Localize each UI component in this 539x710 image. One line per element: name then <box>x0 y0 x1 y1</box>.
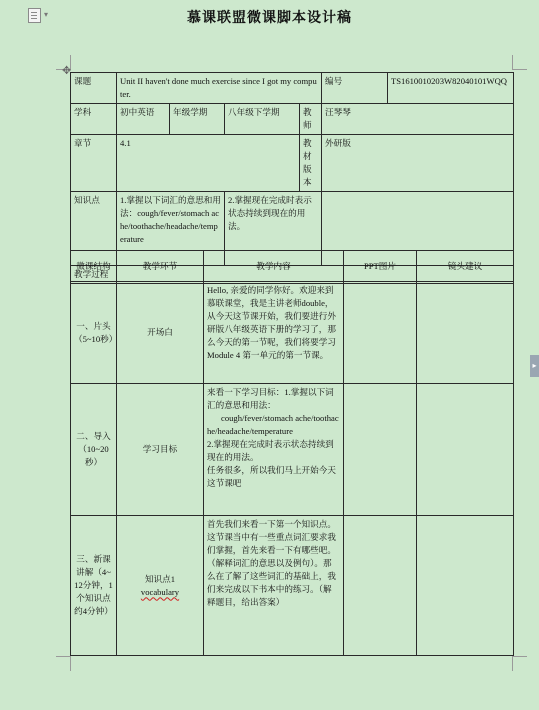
content-line: cough/fever/stomach ache/toothache/headache/temperature <box>207 413 339 436</box>
code-value[interactable]: TS1610010203W82040101WQQ <box>388 73 514 104</box>
content-line: 来看一下学习目标：1.掌握以下词汇的意思和用法： <box>207 387 334 410</box>
row-ppt[interactable] <box>344 384 417 516</box>
textbook-label: 教材版本 <box>300 135 322 192</box>
teacher-label: 教师 <box>300 104 322 135</box>
step-vocabulary: vocabulary <box>140 586 180 597</box>
grade-value[interactable]: 八年级下学期 <box>225 104 300 135</box>
table-row <box>71 282 514 384</box>
topic-label: 课题 <box>71 73 117 104</box>
row-structure[interactable]: 三、新课讲解（4~12分钟，1个知识点约4分钟） <box>71 516 117 656</box>
chapter-value[interactable]: 4.1 <box>117 135 300 192</box>
row-content[interactable]: Hello, 亲爱的同学你好。欢迎来到慕联课堂，我是主讲老师double，从今天这节课开始，我们要进行外研版八年级英语下册的学习了，那么今天的第一节呢，我们将要学习Module 4 第一单元的第一节课。 <box>204 282 344 384</box>
row-ppt[interactable] <box>344 516 417 656</box>
row-ppt[interactable] <box>344 282 417 384</box>
knowledge-point-2[interactable]: 2.掌握现在完成时表示状态持续到现在的用法。 <box>225 192 322 266</box>
chevron-down-icon[interactable]: ▾ <box>44 10 49 19</box>
table-row <box>71 516 514 656</box>
grade-label: 年级学期 <box>170 104 225 135</box>
row-structure[interactable]: 二、导入（10~20秒） <box>71 384 117 516</box>
knowledge-label: 知识点 <box>71 192 117 266</box>
knowledge-point-1[interactable]: 1.掌握以下词汇的意思和用法：cough/fever/stomach ache/toothache/headache/temperature <box>117 192 225 266</box>
teacher-value[interactable]: 汪琴琴 <box>322 104 514 135</box>
header-camera: 镜头建议 <box>417 251 514 282</box>
textbook-value[interactable]: 外研版 <box>322 135 514 192</box>
row-structure[interactable]: 一、片头（5~10秒） <box>71 282 117 384</box>
header-step: 教学环节 <box>117 251 204 282</box>
crop-mark-top-right <box>512 55 527 70</box>
chapter-label: 章节 <box>71 135 117 192</box>
content-line: 任务很多，所以我们马上开始今天这节课吧 <box>207 465 336 488</box>
header-content: 教学内容 <box>204 251 344 282</box>
row-step[interactable]: 学习目标 <box>117 384 204 516</box>
topic-value[interactable]: Unit II haven't done much exercise since I got my computer. <box>117 73 322 104</box>
table-move-handle-icon[interactable]: ✥ <box>62 64 72 77</box>
header-ppt: PPT图片 <box>344 251 417 282</box>
process-table <box>70 250 514 656</box>
row-camera[interactable] <box>417 516 514 656</box>
content-line: 2.掌握现在完成时表示状态持续到现在的用法。 <box>207 439 334 462</box>
subject-value[interactable]: 初中英语 <box>117 104 170 135</box>
row-step[interactable]: 开场白 <box>117 282 204 384</box>
step-label: 知识点1 <box>144 573 176 584</box>
crop-mark-bottom-right <box>512 656 527 671</box>
row-step[interactable] <box>117 516 204 656</box>
table-row <box>71 384 514 516</box>
row-content[interactable]: 首先我们来看一下第一个知识点。这节课当中有一些重点词汇要求我们掌握，首先来看一下有哪些吧。（解释词汇的意思以及例句）。那么在了解了这些词汇的基础上，我们来完成以下书本中的练习。（解释题目，给出答案） <box>204 516 344 656</box>
subject-label: 学科 <box>71 104 117 135</box>
row-camera[interactable] <box>417 384 514 516</box>
row-camera[interactable] <box>417 282 514 384</box>
code-label: 编号 <box>322 73 388 104</box>
side-panel-toggle-icon[interactable]: ▸ <box>530 355 539 377</box>
page-title: 慕课联盟微课脚本设计稿 <box>187 10 352 26</box>
row-content[interactable] <box>204 384 344 516</box>
process-section-label: 教学过程 <box>71 266 514 284</box>
crop-mark-bottom-left <box>56 656 71 671</box>
header-structure: 微课结构 <box>71 251 117 282</box>
